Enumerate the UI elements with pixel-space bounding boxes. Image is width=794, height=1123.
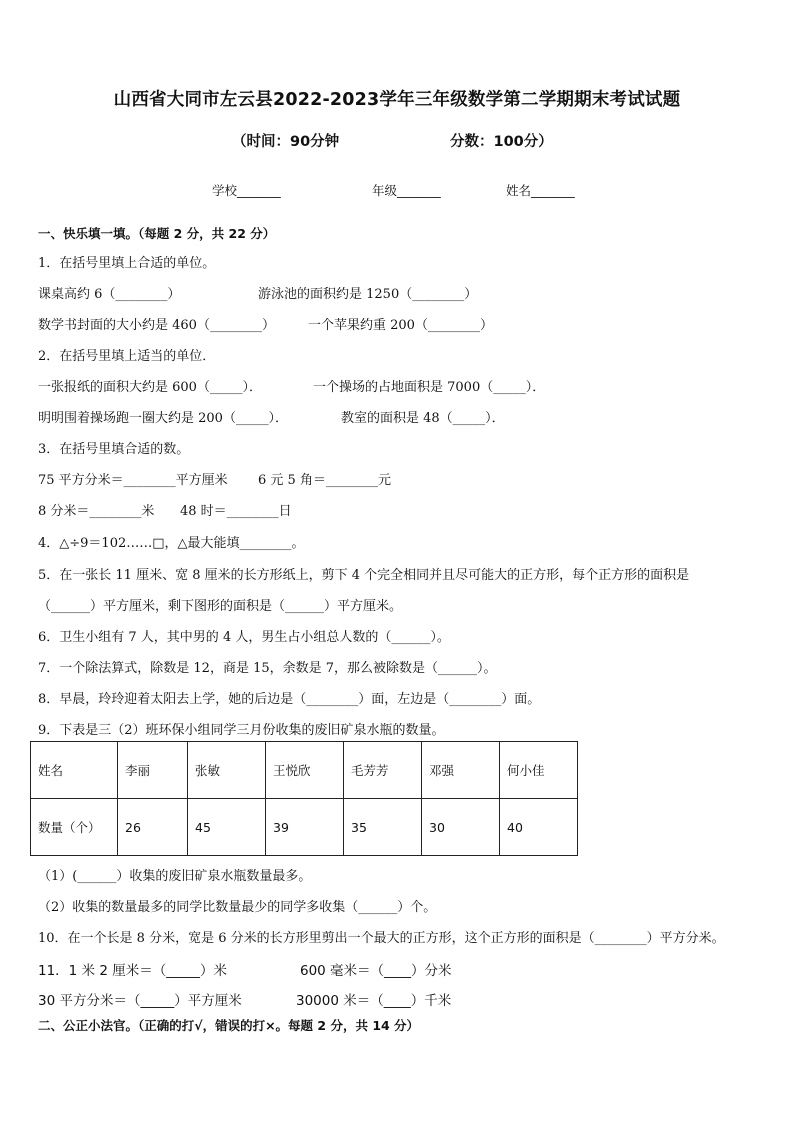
table-cell: 姓名: [31, 742, 118, 799]
q9-part1: （1）(______）收集的废旧矿泉水瓶数量最多。: [38, 869, 312, 884]
q5-line2: （______）平方厘米，剩下图形的面积是（______）平方厘米。: [38, 599, 403, 614]
table-value-row: [31, 799, 578, 856]
q7: 7．一个除法算式，除数是 12，商是 15，余数是 7，那么被除数是（______）。: [38, 661, 497, 676]
table-cell: 26: [118, 799, 188, 856]
table-cell: 39: [266, 799, 344, 856]
table-header-row: [31, 742, 578, 799]
table-cell: 45: [188, 799, 266, 856]
q11-b: 600 毫米＝（____）分米: [300, 963, 452, 979]
section2-heading: 二、公正小法官。（正确的打√，错误的打×。每题 2 分，共 14 分）: [38, 1018, 420, 1033]
table-cell: 李丽: [118, 742, 188, 799]
table-cell: 40: [500, 799, 578, 856]
q1-c: 数学书封面的大小约是 460（________）: [38, 318, 275, 333]
table-cell: 张敏: [188, 742, 266, 799]
q5-line1: 5．在一张长 11 厘米、宽 8 厘米的长方形纸上，剪下 4 个完全相同并且尽可能大的正方形，每个正方形的面积是: [38, 568, 690, 583]
section1-heading: 一、快乐填一填。（每题 2 分，共 22 分）: [38, 226, 276, 241]
page-title: 山西省大同市左云县2022-2023学年三年级数学第二学期期末考试试题: [113, 90, 681, 110]
q1-stem: 1．在括号里填上合适的单位。: [38, 256, 216, 271]
exam-score: 分数：100分）: [450, 134, 553, 150]
table-cell: 毛芳芳: [344, 742, 422, 799]
q2-b: 一个操场的占地面积是 7000（_____）．: [313, 380, 546, 395]
table-cell: 何小佳: [500, 742, 578, 799]
q3-stem: 3．在括号里填合适的数。: [38, 442, 190, 457]
q2-c: 明明围着操场跑一圈大约是 200（_____）．: [38, 411, 288, 426]
q6: 6．卫生小组有 7 人，其中男的 4 人，男生占小组总人数的（______）。: [38, 630, 450, 645]
q1-b: 游泳池的面积约是 1250（________）: [258, 287, 478, 302]
q3-a: 75 平方分米＝________平方厘米: [38, 473, 228, 488]
q3-c: 8 分米＝________米: [38, 504, 155, 519]
grade-field: 年级_______: [372, 183, 441, 198]
q11-a: 11．1 米 2 厘米＝（_____）米: [38, 963, 227, 979]
school-field: 学校_______: [212, 183, 281, 198]
table-cell: 王悦欣: [266, 742, 344, 799]
q2-d: 教室的面积是 48（_____）．: [341, 411, 505, 426]
q4: 4．△÷9＝102……□，△最大能填________。: [38, 536, 305, 551]
q9-part2: （2）收集的数量最多的同学比数量最少的同学多收集（______）个。: [38, 900, 437, 915]
table-cell: 邓强: [422, 742, 500, 799]
table-cell: 数量（个）: [31, 799, 118, 856]
q2-a: 一张报纸的面积大约是 600（_____）．: [38, 380, 262, 395]
q9-stem: 9．下表是三（2）班环保小组同学三月份收集的废旧矿泉水瓶的数量。: [38, 723, 445, 738]
q3-b: 6 元 5 角＝________元: [258, 473, 391, 488]
q2-stem: 2．在括号里填上适当的单位．: [38, 349, 216, 364]
q1-a: 课桌高约 6（________）: [38, 287, 181, 302]
table-cell: 35: [344, 799, 422, 856]
q3-d: 48 时＝________日: [180, 504, 292, 519]
table-cell: 30: [422, 799, 500, 856]
exam-time: （时间：90分钟: [232, 134, 340, 150]
q11-c: 30 平方分米＝（_____）平方厘米: [38, 993, 242, 1009]
bottle-count-table: [30, 741, 578, 856]
q8: 8．早晨，玲玲迎着太阳去上学，她的后边是（________）面，左边是（________）面。: [38, 692, 541, 707]
name-field: 姓名_______: [506, 183, 575, 198]
q1-d: 一个苹果约重 200（________）: [308, 318, 493, 333]
q11-d: 30000 米＝（____）千米: [296, 993, 452, 1009]
q10: 10．在一个长是 8 分米，宽是 6 分米的长方形里剪出一个最大的正方形，这个正方形的面积是（________）平方分米。: [38, 931, 725, 946]
